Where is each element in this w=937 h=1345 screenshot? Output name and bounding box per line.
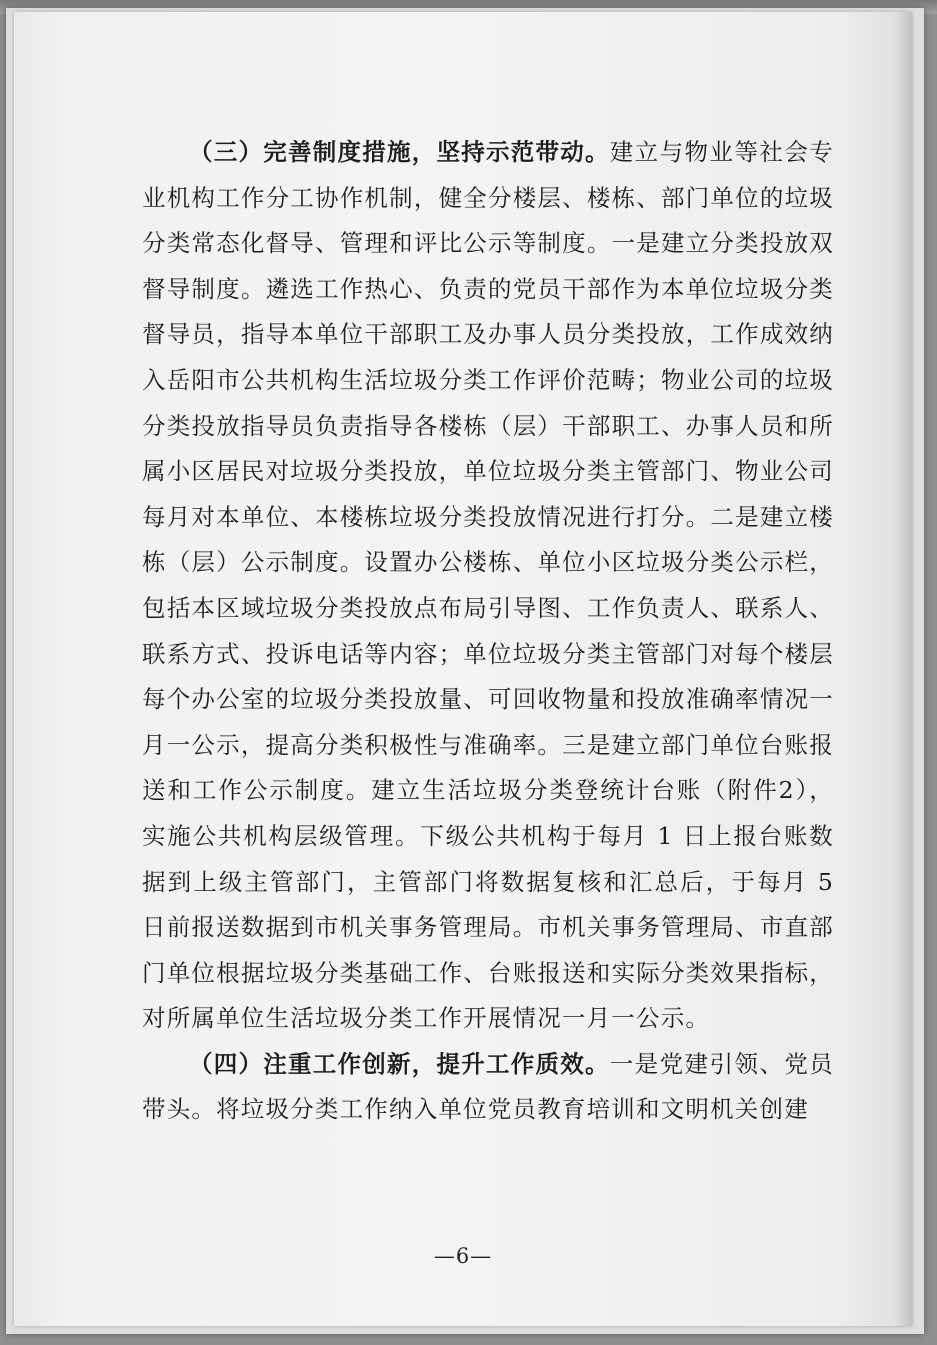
document-page xyxy=(14,12,912,1326)
page-edge-shadow xyxy=(896,12,912,1326)
paragraph-section-4 xyxy=(142,1042,834,1133)
section-4-body: 一是党建引领、党员带头。将垃圾分类工作纳入单位党员教育培训和文明机关创建 xyxy=(142,1049,834,1124)
page-number: —6— xyxy=(433,1244,493,1268)
section-3-heading: （三）完善制度措施，坚持示范带动。 xyxy=(189,138,610,166)
section-4-heading: （四）注重工作创新，提升工作质效。 xyxy=(189,1049,610,1078)
paragraph-section-3 xyxy=(142,130,834,1042)
page-body xyxy=(142,130,834,1133)
section-3-body: 建立与物业等社会专业机构工作分工协作机制，健全分楼层、楼栋、部门单位的垃圾分类常态化督导、管理和评比公示等制度。一是建立分类投放双督导制度。遴选工作热心、负责的党员干部作为本单位垃圾分类督导员，指导本单位干部职工及办事人员分类投放，工作成效纳入岳阳市公共机构生活垃圾分类工作评价范畴；物业公司的垃圾分类投放指导员负责指导各楼栋（层）干部职工、办事人员和所属小区居民对垃圾分类投放，单位垃圾分类主管部门、物业公司每月对本单位、本楼栋垃圾分类投放情况进行打分。二是建立楼栋（层）公示制度。设置办公楼栋、单位小区垃圾分类公示栏，包括本区域垃圾分类投放点布局引导图、工作负责人、联系人、联系方式、投诉电话等内容；单位垃圾分类主管部门对每个楼层每个办公室的垃圾分类投放量、可回收物量和投放准确率情况一月一公示，提高分类积极性与准确率。三是建立部门单位台账报送和工作公示制度。建立生活垃圾分类登统计台账（附件2），实施公共机构层级管理。下级公共机构于每月 1 日上报台账数据到上级主管部门，主管部门将数据复核和汇总后，于每月 5 日前报送数据到市机关事务管理局。市机关事务管理局、市直部门单位根据垃圾分类基础工作、台账报送和实际分类效果指标，对所属单位生活垃圾分类工作开展情况一月一公示。 xyxy=(142,138,834,1033)
